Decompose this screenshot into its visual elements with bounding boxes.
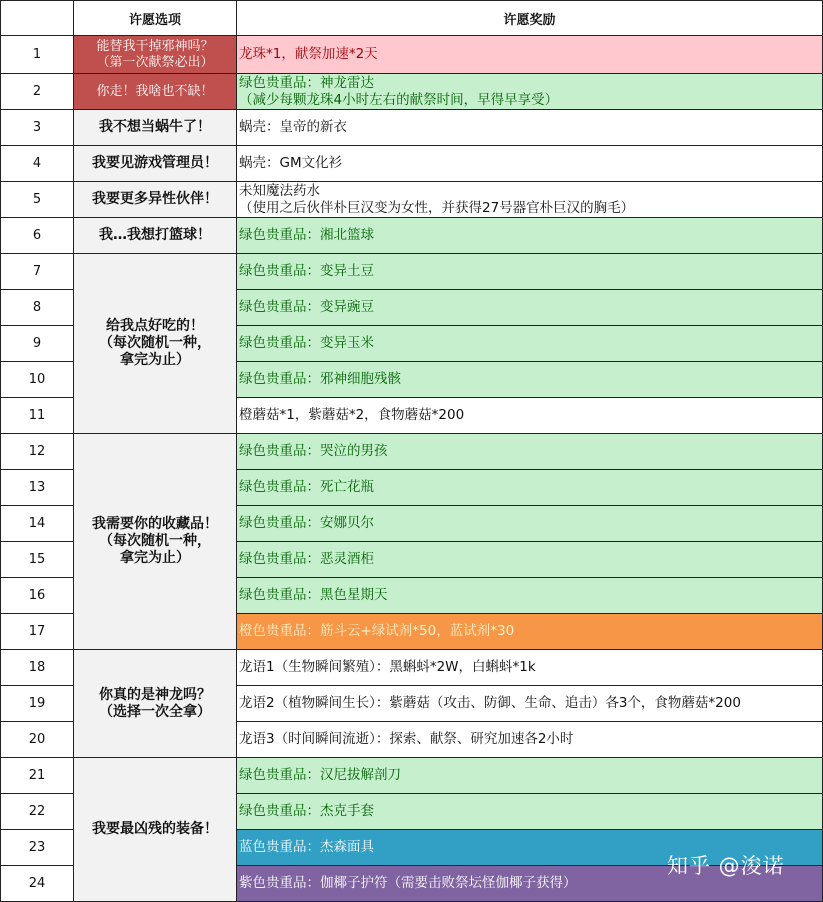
wish-option: 你走！我啥也不缺！ xyxy=(74,74,237,110)
wish-reward: 蜗壳：GM文化衫 xyxy=(237,146,823,182)
table-row xyxy=(1,254,823,290)
wish-reward: 绿色贵重品：湘北篮球 xyxy=(237,218,823,254)
row-number: 10 xyxy=(1,362,74,398)
wish-reward: 绿色贵重品：杰克手套 xyxy=(237,794,823,830)
wish-reward: 绿色贵重品：变异玉米 xyxy=(237,326,823,362)
header-reward: 许愿奖励 xyxy=(237,1,823,36)
watermark: 知乎 @浚诺 xyxy=(667,854,785,878)
row-number: 9 xyxy=(1,326,74,362)
table-row xyxy=(1,36,823,74)
row-number: 16 xyxy=(1,578,74,614)
row-number: 7 xyxy=(1,254,74,290)
wish-reward: 绿色贵重品：变异豌豆 xyxy=(237,290,823,326)
wish-reward: 橙色贵重品：筋斗云+绿试剂*50，蓝试剂*30 xyxy=(237,614,823,650)
table-row xyxy=(1,434,823,470)
wish-reward: 绿色贵重品：哭泣的男孩 xyxy=(237,434,823,470)
wish-reward: 绿色贵重品：死亡花瓶 xyxy=(237,470,823,506)
wish-reward: 橙蘑菇*1，紫蘑菇*2，食物蘑菇*200 xyxy=(237,398,823,434)
table-row xyxy=(1,182,823,218)
row-number: 6 xyxy=(1,218,74,254)
wish-reward: 绿色贵重品：恶灵酒柜 xyxy=(237,542,823,578)
wish-reward: 绿色贵重品：神龙雷达 （减少每颗龙珠4小时左右的献祭时间，早得早享受） xyxy=(237,74,823,110)
header-row xyxy=(1,1,823,36)
row-number: 22 xyxy=(1,794,74,830)
wish-option: 你真的是神龙吗？ （选择一次全拿） xyxy=(74,650,237,758)
table-row xyxy=(1,110,823,146)
wish-reward: 绿色贵重品：变异土豆 xyxy=(237,254,823,290)
wish-reward: 绿色贵重品：黑色星期天 xyxy=(237,578,823,614)
wish-option: 我要最凶残的装备！ xyxy=(74,758,237,902)
wish-option: 给我点好吃的！ （每次随机一种， 拿完为止） xyxy=(74,254,237,434)
wish-option: 能替我干掉邪神吗？ （第一次献祭必出） xyxy=(74,36,237,74)
row-number: 24 xyxy=(1,866,74,902)
header-index xyxy=(1,1,74,36)
wish-option: 我不想当蜗牛了！ xyxy=(74,110,237,146)
wish-reward: 紫色贵重品：伽椰子护符（需要击败祭坛怪伽椰子获得） xyxy=(237,866,823,902)
row-number: 21 xyxy=(1,758,74,794)
row-number: 4 xyxy=(1,146,74,182)
wish-reward: 龙语1（生物瞬间繁殖）：黑蝌蚪*2W，白蝌蚪*1k xyxy=(237,650,823,686)
row-number: 11 xyxy=(1,398,74,434)
row-number: 18 xyxy=(1,650,74,686)
row-number: 3 xyxy=(1,110,74,146)
row-number: 1 xyxy=(1,36,74,74)
wish-option: 我要更多异性伙伴！ xyxy=(74,182,237,218)
wish-reward: 绿色贵重品：汉尼拔解剖刀 xyxy=(237,758,823,794)
wish-reward: 龙珠*1，献祭加速*2天 xyxy=(237,36,823,74)
table-row xyxy=(1,218,823,254)
table-row xyxy=(1,74,823,110)
table-row xyxy=(1,650,823,686)
wish-reward: 龙语2（植物瞬间生长）：紫蘑菇（攻击、防御、生命、追击）各3个，食物蘑菇*200 xyxy=(237,686,823,722)
row-number: 20 xyxy=(1,722,74,758)
wish-reward: 蓝色贵重品：杰森面具 xyxy=(237,830,823,866)
wish-option: 我要见游戏管理员！ xyxy=(74,146,237,182)
row-number: 17 xyxy=(1,614,74,650)
row-number: 13 xyxy=(1,470,74,506)
row-number: 19 xyxy=(1,686,74,722)
wish-option: 我…我想打篮球！ xyxy=(74,218,237,254)
row-number: 23 xyxy=(1,830,74,866)
row-number: 14 xyxy=(1,506,74,542)
row-number: 2 xyxy=(1,74,74,110)
table-row xyxy=(1,758,823,794)
wish-reward: 龙语3（时间瞬间流逝）：探索、献祭、研究加速各2小时 xyxy=(237,722,823,758)
wish-reward: 绿色贵重品：安娜贝尔 xyxy=(237,506,823,542)
row-number: 15 xyxy=(1,542,74,578)
wish-reward: 绿色贵重品：邪神细胞残骸 xyxy=(237,362,823,398)
wish-option: 我需要你的收藏品！ （每次随机一种， 拿完为止） xyxy=(74,434,237,650)
row-number: 5 xyxy=(1,182,74,218)
header-option: 许愿选项 xyxy=(74,1,237,36)
row-number: 12 xyxy=(1,434,74,470)
wish-reward: 未知魔法药水 （使用之后伙伴朴巨汉变为女性，并获得27号器官朴巨汉的胸毛） xyxy=(237,182,823,218)
wish-table-body xyxy=(1,1,823,902)
row-number: 8 xyxy=(1,290,74,326)
table-row xyxy=(1,146,823,182)
wish-reward: 蜗壳：皇帝的新衣 xyxy=(237,110,823,146)
